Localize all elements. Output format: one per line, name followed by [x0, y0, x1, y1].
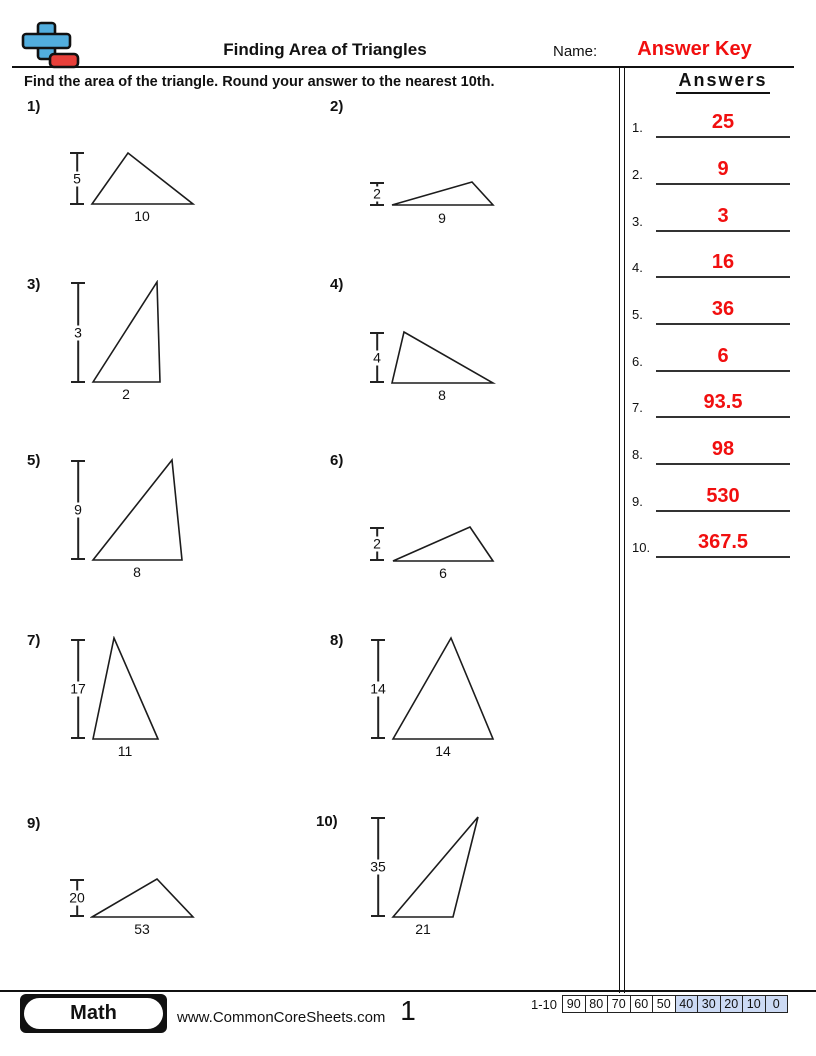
- height-value: 35: [370, 858, 386, 875]
- website-text: www.CommonCoreSheets.com: [177, 1009, 386, 1026]
- ruler-bottom-tick: [371, 737, 385, 739]
- score-cell-80: 80: [585, 996, 608, 1012]
- answer-row-6: [630, 338, 792, 372]
- triangle-figure: [391, 525, 497, 565]
- answer-value: 530: [706, 485, 740, 507]
- answer-row-2: [630, 151, 792, 185]
- answer-line: [656, 370, 790, 372]
- problem-label-9: 9): [27, 815, 41, 832]
- problem-label-1: 1): [27, 98, 41, 115]
- triangle-figure: [90, 877, 197, 921]
- score-cell-0: 0: [765, 996, 788, 1012]
- height-value: 2: [373, 535, 381, 552]
- answer-value: 25: [711, 111, 735, 133]
- height-ruler: [365, 817, 391, 917]
- problem-label-5: 5): [27, 452, 41, 469]
- answer-value: 16: [711, 251, 735, 273]
- answer-row-4: [630, 244, 792, 278]
- score-cell-90: 90: [563, 996, 585, 1012]
- answer-number: 5.: [632, 307, 643, 322]
- base-value: 8: [133, 564, 141, 580]
- footer-rule: [0, 990, 816, 992]
- score-cell-20: 20: [720, 996, 743, 1012]
- answer-line: [656, 230, 790, 232]
- triangle-figure: [90, 151, 197, 208]
- ruler-bottom-tick: [371, 915, 385, 917]
- answers-heading: Answers: [655, 70, 791, 94]
- answer-line: [656, 183, 790, 185]
- answer-value: 98: [711, 438, 735, 460]
- height-value: 17: [70, 680, 86, 697]
- page-number: 1: [400, 995, 416, 1026]
- answer-line: [656, 136, 790, 138]
- height-value: 20: [69, 889, 85, 906]
- height-value: 4: [373, 349, 381, 365]
- height-value: 5: [73, 170, 81, 186]
- score-cell-70: 70: [607, 996, 630, 1012]
- score-cell-60: 60: [630, 996, 653, 1012]
- triangle-figure: [91, 280, 164, 386]
- height-ruler: [364, 182, 390, 206]
- triangle-figure: [390, 180, 497, 209]
- problem-label-2: 2): [330, 98, 344, 115]
- answer-line: [656, 556, 790, 558]
- answer-key-text: Answer Key: [637, 38, 752, 60]
- answer-number: 8.: [632, 447, 643, 462]
- answer-row-5: [630, 291, 792, 325]
- answer-number: 2.: [632, 167, 643, 182]
- name-label: Name:: [553, 43, 598, 60]
- triangle-figure: [390, 330, 497, 387]
- answer-row-9: [630, 478, 792, 512]
- base-value: 53: [134, 921, 150, 937]
- problem-label-3: 3): [27, 276, 41, 293]
- subject-badge: [20, 994, 167, 1033]
- answer-number: 4.: [632, 260, 643, 275]
- answer-value: 3: [717, 205, 729, 227]
- answer-row-7: [630, 384, 792, 418]
- height-ruler: [364, 332, 390, 383]
- ruler-bottom-tick: [370, 381, 384, 383]
- base-value: 14: [435, 743, 451, 759]
- base-value: 8: [438, 387, 446, 403]
- base-value: 10: [134, 208, 150, 224]
- height-ruler: [364, 527, 390, 561]
- answer-value: 367.5: [697, 531, 749, 553]
- answer-line: [656, 510, 790, 512]
- height-ruler: [365, 639, 391, 739]
- answer-value: 36: [711, 298, 735, 320]
- answer-line: [656, 276, 790, 278]
- answer-value: 6: [717, 345, 729, 367]
- score-cell-50: 50: [652, 996, 675, 1012]
- height-value: 3: [74, 324, 82, 340]
- height-ruler: [65, 460, 91, 560]
- answer-line: [656, 416, 790, 418]
- answer-line: [656, 463, 790, 465]
- height-value: 9: [74, 501, 82, 518]
- answer-value: 93.5: [703, 391, 743, 413]
- instruction-text: Find the area of the triangle. Round your answer to the nearest 10th.: [24, 74, 495, 90]
- base-value: 9: [438, 210, 446, 226]
- problem-label-7: 7): [27, 632, 41, 649]
- problem-label-6: 6): [330, 452, 344, 469]
- answer-number: 6.: [632, 354, 643, 369]
- ruler-bottom-tick: [70, 203, 84, 205]
- base-value: 6: [439, 565, 447, 581]
- triangle-figure: [91, 458, 186, 564]
- base-value: 2: [122, 386, 130, 402]
- answer-number: 1.: [632, 120, 643, 135]
- header-rule: [12, 66, 794, 68]
- height-ruler: [65, 639, 91, 739]
- answer-row-3: [630, 198, 792, 232]
- ruler-bottom-tick: [70, 915, 84, 917]
- problem-label-8: 8): [330, 632, 344, 649]
- base-value: 11: [117, 743, 133, 759]
- ruler-bottom-tick: [370, 559, 384, 561]
- answer-number: 9.: [632, 494, 643, 509]
- answer-row-8: [630, 431, 792, 465]
- score-cell-30: 30: [697, 996, 720, 1012]
- score-cell-40: 40: [675, 996, 698, 1012]
- answer-number: 7.: [632, 400, 643, 415]
- answer-line: [656, 323, 790, 325]
- score-table: [562, 995, 788, 1013]
- answers-divider-line: [619, 68, 625, 993]
- answer-number: 10.: [632, 540, 651, 555]
- answer-number: 3.: [632, 214, 643, 229]
- triangle-figure: [391, 636, 497, 743]
- problem-label-4: 4): [330, 276, 344, 293]
- triangle-figure: [91, 636, 162, 743]
- page-title: Finding Area of Triangles: [223, 40, 427, 59]
- problem-label-10: 10): [316, 813, 338, 830]
- triangle-figure: [391, 815, 482, 921]
- answer-row-10: [630, 524, 792, 558]
- height-value: 14: [370, 680, 386, 697]
- ruler-bottom-tick: [71, 558, 85, 560]
- height-ruler: [65, 282, 91, 383]
- height-ruler: [64, 152, 90, 205]
- ruler-bottom-tick: [71, 381, 85, 383]
- score-range-label: 1-10: [531, 997, 558, 1012]
- score-cell-10: 10: [742, 996, 765, 1012]
- answer-value: 9: [717, 158, 729, 180]
- subject-badge-label: Math: [24, 998, 163, 1029]
- ruler-bottom-tick: [370, 204, 384, 206]
- height-value: 2: [373, 185, 381, 202]
- height-ruler: [64, 879, 90, 917]
- ruler-bottom-tick: [71, 737, 85, 739]
- base-value: 21: [415, 921, 431, 937]
- answer-row-1: [630, 104, 792, 138]
